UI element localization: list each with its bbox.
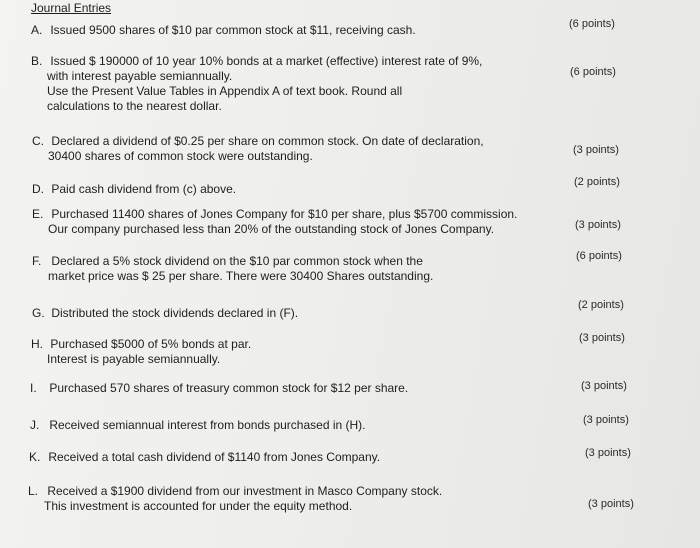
entry-l-line-2: This investment is accounted for under the equity method. (44, 499, 353, 513)
entry-e (32, 207, 517, 237)
entry-i-line-1: Purchased 570 shares of treasury common stock for $12 per share. (49, 381, 409, 395)
entry-k-line-1: Received a total cash dividend of $1140 from Jones Company. (48, 450, 381, 464)
entry-l-points: (3 points) (588, 498, 634, 510)
entry-c-label: C. (32, 134, 44, 148)
entry-a-line-1: Issued 9500 shares of $10 par common stock at $11, receiving cash. (50, 23, 416, 37)
entry-h-line-1: Purchased $5000 of 5% bonds at par. (50, 337, 252, 351)
entry-c-points: (3 points) (573, 144, 619, 156)
entry-j (30, 418, 366, 433)
entry-j-line-1: Received semiannual interest from bonds purchased in (H). (49, 418, 366, 432)
entry-j-label: J. (30, 418, 40, 432)
entry-d-label: D. (32, 182, 44, 196)
entry-b-points: (6 points) (570, 66, 616, 78)
entry-c-line-2: 30400 shares of common stock were outstanding. (48, 149, 313, 163)
entry-a (31, 23, 416, 38)
entry-l-line-1: Received a $1900 dividend from our investment in Masco Company stock. (47, 484, 443, 498)
entry-h (31, 337, 251, 367)
entry-e-points: (3 points) (575, 219, 621, 231)
entry-i-points: (3 points) (581, 380, 627, 392)
entry-d-points: (2 points) (574, 176, 620, 188)
entry-k-label: K. (29, 450, 41, 464)
entry-c-line-1: Declared a dividend of $0.25 per share on common stock. On date of declaration, (51, 134, 484, 148)
entry-g-line-1: Distributed the stock dividends declared in (F). (51, 306, 299, 320)
entry-a-label: A. (31, 23, 43, 37)
entry-j-points: (3 points) (583, 414, 629, 426)
entry-e-label: E. (32, 207, 44, 221)
entry-g-points: (2 points) (578, 299, 624, 311)
entry-b (31, 54, 482, 114)
entry-c (32, 134, 484, 164)
entry-f-line-1: Declared a 5% stock dividend on the $10 par common stock when the (51, 254, 423, 268)
entry-k (29, 450, 380, 465)
entry-k-points: (3 points) (585, 447, 631, 459)
entry-f (32, 254, 433, 284)
entry-i (30, 381, 408, 396)
entry-g-label: G. (32, 306, 45, 320)
entry-h-points: (3 points) (579, 332, 625, 344)
page-title: Journal Entries (31, 1, 112, 15)
entry-g (32, 306, 298, 321)
entry-b-line-3: Use the Present Value Tables in Appendix A of text book. Round all (47, 84, 403, 98)
entry-h-label: H. (31, 337, 43, 351)
entry-b-label: B. (31, 54, 43, 68)
entry-e-line-1: Purchased 11400 shares of Jones Company for $10 per share, plus $5700 commission. (51, 207, 518, 221)
entry-l-label: L. (28, 484, 39, 498)
entry-b-line-2: with interest payable semiannually. (47, 69, 233, 83)
entry-l (28, 484, 442, 514)
entry-a-points: (6 points) (569, 18, 615, 30)
entry-b-line-4: calculations to the nearest dollar. (47, 99, 222, 113)
entry-b-line-1: Issued $ 190000 of 10 year 10% bonds at a market (effective) interest rate of 9%, (50, 54, 483, 68)
entry-d (32, 182, 236, 197)
entry-f-points: (6 points) (576, 250, 622, 262)
entry-h-line-2: Interest is payable semiannually. (47, 352, 221, 366)
entry-f-line-2: market price was $ 25 per share. There were 30400 Shares outstanding. (48, 269, 434, 283)
entry-f-label: F. (32, 254, 42, 268)
entry-e-line-2: Our company purchased less than 20% of the outstanding stock of Jones Company. (48, 222, 495, 236)
entry-d-line-1: Paid cash dividend from (c) above. (51, 182, 237, 196)
entry-i-label: I. (30, 381, 37, 395)
